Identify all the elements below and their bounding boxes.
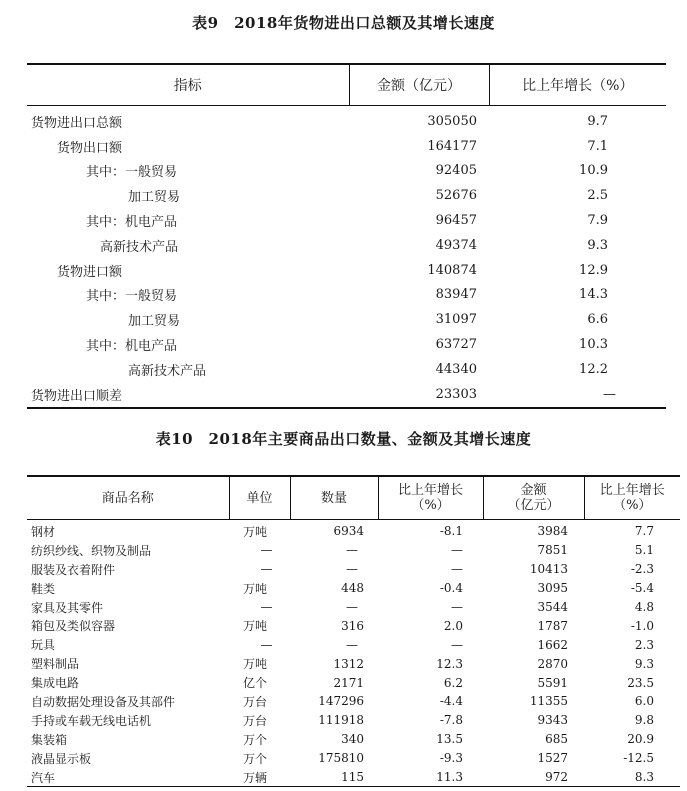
table-row <box>27 579 680 598</box>
row-unit: — <box>260 637 273 652</box>
row-amount-growth: -5.4 <box>630 581 654 596</box>
row-label: 高新技术产品 <box>128 363 207 379</box>
header-line: 比上年增长 <box>599 483 665 498</box>
table-row <box>27 768 680 787</box>
row-amount: 3095 <box>537 581 568 596</box>
row-quantity-growth: — <box>451 562 463 577</box>
table-row <box>27 233 666 258</box>
row-quantity-growth: 13.5 <box>436 732 463 747</box>
table-row <box>27 654 680 673</box>
row-growth: — <box>603 386 616 402</box>
row-growth: 12.9 <box>579 262 608 278</box>
row-amount-growth: 2.3 <box>634 637 654 652</box>
row-name: 玩具 <box>31 638 56 653</box>
table-row <box>27 616 680 635</box>
row-quantity-growth: 11.3 <box>436 770 463 785</box>
row-growth: 9.3 <box>587 237 608 253</box>
row-quantity: 316 <box>341 618 364 633</box>
row-amount: 11355 <box>529 694 568 709</box>
row-quantity: — <box>346 543 358 558</box>
row-quantity-growth: 2.0 <box>443 618 463 633</box>
row-amount-growth: 20.9 <box>627 732 654 747</box>
row-quantity: 111918 <box>318 713 364 728</box>
row-amount-growth: -1.0 <box>630 618 654 633</box>
row-label: 高新技术产品 <box>100 239 179 255</box>
table-row <box>27 541 680 560</box>
row-amount: 305050 <box>427 113 477 129</box>
table-row <box>27 283 666 308</box>
row-unit: 万辆 <box>243 770 268 785</box>
row-amount-growth: 7.7 <box>634 524 654 539</box>
row-quantity: 448 <box>341 581 364 596</box>
row-quantity-growth: — <box>451 600 463 614</box>
row-quantity-growth: -8.1 <box>439 524 463 539</box>
table9-title: 表9 2018年货物进出口总额及其增长速度 <box>192 14 495 32</box>
row-amount: 164177 <box>427 138 477 154</box>
row-label: 其中：机电产品 <box>86 339 178 355</box>
table-row <box>27 258 666 283</box>
table9-header-row <box>27 64 666 106</box>
row-amount: 2870 <box>537 656 568 671</box>
row-unit: 亿个 <box>243 676 268 691</box>
row-quantity-growth: -7.8 <box>439 713 463 728</box>
row-name: 箱包及类似容器 <box>31 619 116 634</box>
row-amount: 685 <box>545 732 568 747</box>
row-amount: 49374 <box>435 237 477 253</box>
table-row <box>27 134 666 159</box>
table-row <box>27 692 680 711</box>
row-amount-growth: 8.3 <box>634 770 654 785</box>
row-amount-growth: 5.1 <box>634 543 654 558</box>
row-amount-growth: 6.0 <box>634 694 654 709</box>
row-unit: 万吨 <box>243 581 268 596</box>
row-unit: 万吨 <box>243 657 268 672</box>
row-amount: 140874 <box>427 262 477 278</box>
row-unit: — <box>260 562 273 577</box>
table-row <box>27 673 680 692</box>
row-quantity: — <box>346 562 358 577</box>
table-row <box>27 635 680 654</box>
row-quantity: — <box>346 600 358 614</box>
row-quantity-growth: -0.4 <box>439 581 463 596</box>
row-growth: 6.6 <box>587 312 608 328</box>
table-row <box>27 730 680 749</box>
row-name: 集成电路 <box>31 676 80 691</box>
row-label: 加工贸易 <box>128 190 181 206</box>
table-row <box>27 711 680 730</box>
row-growth: 7.1 <box>587 138 608 154</box>
row-name: 自动数据处理设备及其部件 <box>31 694 176 709</box>
row-quantity: 340 <box>341 732 364 747</box>
row-quantity-growth: 6.2 <box>443 675 463 690</box>
row-growth: 7.9 <box>587 213 608 229</box>
row-amount: 972 <box>545 770 568 785</box>
row-growth: 2.5 <box>587 188 608 204</box>
row-amount: 52676 <box>435 188 477 204</box>
row-growth: 14.3 <box>579 287 608 303</box>
table10-header-qty-growth <box>378 476 483 520</box>
table10-title: 表10 2018年主要商品出口数量、金额及其增长速度 <box>155 430 532 448</box>
row-quantity: 2171 <box>333 675 364 690</box>
row-amount: 10413 <box>529 562 568 577</box>
row-amount: 23303 <box>435 386 477 402</box>
row-unit: 万个 <box>243 732 268 747</box>
row-quantity-growth: -4.4 <box>439 694 463 709</box>
row-amount: 44340 <box>435 361 477 377</box>
row-name: 服装及衣着附件 <box>31 562 116 577</box>
row-amount-growth: -12.5 <box>623 751 654 766</box>
row-label: 货物进出口总额 <box>31 115 123 131</box>
table-row <box>27 357 666 382</box>
row-name: 塑料制品 <box>31 657 80 672</box>
table9-header-indicator: 指标 <box>27 64 349 106</box>
table-row <box>27 332 666 357</box>
row-quantity: 1312 <box>333 656 364 671</box>
header-line: （%） <box>613 498 652 513</box>
table9 <box>27 63 666 409</box>
row-amount-growth: -2.3 <box>630 562 654 577</box>
table-row <box>27 749 680 768</box>
row-name: 手持或车载无线电话机 <box>31 713 152 728</box>
row-amount: 3984 <box>537 524 568 539</box>
row-growth: 10.3 <box>579 337 608 353</box>
header-line: 比上年增长 <box>397 483 463 498</box>
row-name: 钢材 <box>31 524 56 539</box>
row-amount: 92405 <box>435 163 477 179</box>
row-quantity: — <box>346 637 358 652</box>
row-label: 加工贸易 <box>128 314 181 330</box>
table10-header-unit: 单位 <box>229 476 290 520</box>
row-label: 货物出口额 <box>57 140 123 156</box>
row-label: 其中：一般贸易 <box>86 165 178 181</box>
row-amount: 1787 <box>537 618 568 633</box>
table10-header-name: 商品名称 <box>27 476 229 520</box>
table10-header-amount <box>483 476 584 520</box>
table-row <box>27 106 666 134</box>
row-amount-growth: 9.8 <box>634 713 654 728</box>
row-quantity: 147296 <box>318 694 364 709</box>
row-label: 其中：一般贸易 <box>86 289 178 305</box>
row-amount-growth: 9.3 <box>634 656 654 671</box>
row-unit: — <box>260 543 273 558</box>
row-quantity: 115 <box>341 770 364 785</box>
row-label: 货物进口额 <box>57 264 123 280</box>
table10-header-row <box>27 476 680 520</box>
row-name: 集装箱 <box>31 732 68 747</box>
table-row <box>27 382 666 408</box>
row-amount: 1662 <box>537 637 568 652</box>
row-growth: 12.2 <box>579 361 608 377</box>
row-name: 鞋类 <box>31 581 56 596</box>
header-line: （亿元） <box>507 498 560 513</box>
row-quantity-growth: 12.3 <box>436 656 463 671</box>
row-name: 纺织纱线、织物及制品 <box>31 543 152 558</box>
row-quantity-growth: — <box>451 543 463 558</box>
row-name: 家具及其零件 <box>31 600 104 615</box>
row-growth: 9.7 <box>587 113 608 129</box>
row-amount-growth: 4.8 <box>634 600 654 614</box>
row-label: 其中：机电产品 <box>86 215 178 231</box>
row-amount-growth: 23.5 <box>627 675 654 690</box>
row-unit: — <box>260 600 273 614</box>
row-amount: 96457 <box>435 213 477 229</box>
row-unit: 万台 <box>243 694 268 709</box>
row-name: 液晶显示板 <box>31 751 92 766</box>
table-row <box>27 183 666 208</box>
row-unit: 万个 <box>243 751 268 766</box>
row-quantity: 175810 <box>318 751 364 766</box>
row-amount: 63727 <box>435 337 477 353</box>
row-amount: 9343 <box>537 713 568 728</box>
row-label: 货物进出口顺差 <box>31 388 123 404</box>
row-amount: 83947 <box>435 287 477 303</box>
row-growth: 10.9 <box>579 163 608 179</box>
row-quantity-growth: -9.3 <box>439 751 463 766</box>
table-row <box>27 598 680 617</box>
row-amount: 31097 <box>435 312 477 328</box>
table10 <box>27 475 680 787</box>
row-amount: 7851 <box>537 543 568 558</box>
row-name: 汽车 <box>31 770 56 785</box>
table-row <box>27 208 666 233</box>
table9-header-amount: 金额（亿元） <box>349 64 489 106</box>
row-amount: 5591 <box>537 675 568 690</box>
table-row <box>27 560 680 579</box>
table9-header-growth: 比上年增长（%） <box>489 64 666 106</box>
row-quantity-growth: — <box>451 637 463 652</box>
table10-header-amt-growth <box>584 476 680 520</box>
header-line: （%） <box>411 498 450 513</box>
table-row <box>27 307 666 332</box>
table10-header-qty: 数量 <box>290 476 378 520</box>
table-row <box>27 520 680 541</box>
table-row <box>27 159 666 184</box>
row-unit: 万吨 <box>243 524 268 539</box>
row-amount: 1527 <box>537 751 568 766</box>
row-unit: 万台 <box>243 713 268 728</box>
row-amount: 3544 <box>537 600 568 614</box>
row-unit: 万吨 <box>243 619 268 634</box>
row-quantity: 6934 <box>333 524 364 539</box>
header-line: 金额 <box>520 483 547 498</box>
